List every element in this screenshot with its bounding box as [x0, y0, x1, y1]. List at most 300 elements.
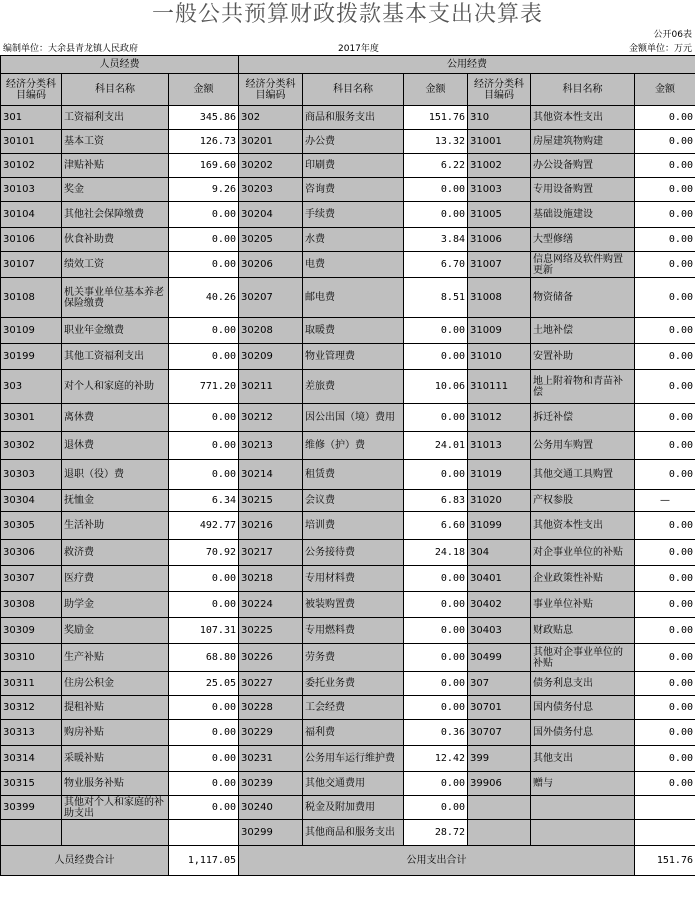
item-name: 专用设备购置 [531, 178, 635, 202]
table-row [1, 540, 695, 566]
table-row [1, 318, 695, 344]
item-amount: 6.83 [404, 490, 468, 512]
item-code: 30205 [239, 228, 303, 252]
item-name: 基础设施建设 [531, 202, 635, 228]
item-amount: 0.00 [169, 252, 239, 278]
item-code: 301 [1, 106, 62, 130]
item-name: 劳务费 [303, 644, 404, 672]
item-amount: 0.00 [635, 746, 695, 772]
item-code: 30315 [1, 772, 62, 796]
item-code: 30305 [1, 512, 62, 540]
item-code: 30207 [239, 278, 303, 318]
item-amount: 0.00 [635, 154, 695, 178]
personnel-total-amount: 1,117.05 [169, 846, 239, 876]
item-code: 30240 [239, 796, 303, 820]
item-name: 赠与 [531, 772, 635, 796]
item-code: 31019 [468, 460, 531, 490]
item-code: 30701 [468, 696, 531, 720]
item-name: 生产补贴 [62, 644, 169, 672]
item-amount: 0.00 [404, 344, 468, 370]
item-amount: 0.00 [404, 318, 468, 344]
item-code: 30216 [239, 512, 303, 540]
item-amount: 126.73 [169, 130, 239, 154]
item-amount: 0.00 [169, 460, 239, 490]
table-row [1, 720, 695, 746]
item-amount: 0.00 [404, 644, 468, 672]
item-name: 债务利息支出 [531, 672, 635, 696]
item-name: 地上附着物和青苗补偿 [531, 370, 635, 404]
table-row [1, 672, 695, 696]
table-row [1, 106, 695, 130]
item-amount: 70.92 [169, 540, 239, 566]
item-name: 其他资本性支出 [531, 106, 635, 130]
item-amount: 0.00 [635, 178, 695, 202]
item-amount: 0.00 [169, 592, 239, 618]
item-name: 住房公积金 [62, 672, 169, 696]
personnel-total-label: 人员经费合计 [1, 846, 169, 876]
item-code: 30214 [239, 460, 303, 490]
item-name: 奖金 [62, 178, 169, 202]
item-name: 伙食补助费 [62, 228, 169, 252]
item-amount: 6.70 [404, 252, 468, 278]
item-code: 30103 [1, 178, 62, 202]
item-amount [635, 820, 695, 846]
item-code: 30299 [239, 820, 303, 846]
table-row [1, 592, 695, 618]
item-code: 30301 [1, 404, 62, 432]
public-total-amount: 151.76 [635, 846, 695, 876]
item-code: 310111 [468, 370, 531, 404]
item-amount: 24.01 [404, 432, 468, 460]
item-amount: 0.00 [635, 202, 695, 228]
item-amount: 0.00 [635, 540, 695, 566]
table-row [1, 154, 695, 178]
item-code: 30304 [1, 490, 62, 512]
item-code: 30218 [239, 566, 303, 592]
item-code: 30215 [239, 490, 303, 512]
item-amount: 345.86 [169, 106, 239, 130]
item-amount: 0.00 [169, 772, 239, 796]
item-name: 水费 [303, 228, 404, 252]
item-name: 办公费 [303, 130, 404, 154]
table-row [1, 202, 695, 228]
table-row [1, 746, 695, 772]
item-amount: 0.00 [404, 404, 468, 432]
item-code: 31003 [468, 178, 531, 202]
col-name: 科目名称 [62, 74, 169, 106]
col-name: 科目名称 [303, 74, 404, 106]
item-name [531, 820, 635, 846]
amount-unit: 金额单位：万元 [628, 44, 692, 54]
item-code: 30402 [468, 592, 531, 618]
item-code: 31012 [468, 404, 531, 432]
item-code: 30109 [1, 318, 62, 344]
item-code: 30231 [239, 746, 303, 772]
item-code: 30309 [1, 618, 62, 644]
table-row [1, 490, 695, 512]
item-amount: 0.00 [635, 404, 695, 432]
item-name: 绩效工资 [62, 252, 169, 278]
table-row [1, 404, 695, 432]
item-amount: 0.00 [169, 202, 239, 228]
item-code: 31008 [468, 278, 531, 318]
item-code: 30313 [1, 720, 62, 746]
item-code: 30101 [1, 130, 62, 154]
item-amount: 0.00 [404, 672, 468, 696]
item-amount: 0.00 [404, 178, 468, 202]
item-amount: 0.00 [169, 432, 239, 460]
item-code: 30228 [239, 696, 303, 720]
item-amount: 0.00 [635, 566, 695, 592]
item-name: 物业服务补贴 [62, 772, 169, 796]
item-name: 专用燃料费 [303, 618, 404, 644]
table-row [1, 178, 695, 202]
col-amount: 金额 [635, 74, 695, 106]
item-code: 30211 [239, 370, 303, 404]
item-name: 房屋建筑物购建 [531, 130, 635, 154]
item-amount: 0.00 [635, 344, 695, 370]
totals-row [1, 846, 695, 876]
item-name: 购房补贴 [62, 720, 169, 746]
item-name: 医疗费 [62, 566, 169, 592]
item-name: 拆迁补偿 [531, 404, 635, 432]
item-amount: 0.00 [635, 512, 695, 540]
item-name: 基本工资 [62, 130, 169, 154]
item-amount: 0.00 [404, 460, 468, 490]
item-code: 30106 [1, 228, 62, 252]
reporting-unit: 编制单位：大余县青龙镇人民政府 [3, 44, 139, 54]
item-name: 办公设备购置 [531, 154, 635, 178]
item-name: 财政贴息 [531, 618, 635, 644]
item-name: 其他对个人和家庭的补助支出 [62, 796, 169, 820]
item-amount: 6.60 [404, 512, 468, 540]
item-name: 安置补助 [531, 344, 635, 370]
expenditure-table [0, 55, 695, 876]
item-name: 公务用车购置 [531, 432, 635, 460]
table-row [1, 130, 695, 154]
item-name: 其他社会保障缴费 [62, 202, 169, 228]
table-row [1, 696, 695, 720]
item-amount: 25.05 [169, 672, 239, 696]
item-amount: 6.22 [404, 154, 468, 178]
item-name: 其他支出 [531, 746, 635, 772]
item-code: 30499 [468, 644, 531, 672]
item-amount: 0.00 [404, 796, 468, 820]
item-amount: 9.26 [169, 178, 239, 202]
item-name: 手续费 [303, 202, 404, 228]
item-code [1, 820, 62, 846]
item-code: 30310 [1, 644, 62, 672]
item-name: 公务接待费 [303, 540, 404, 566]
item-amount: 492.77 [169, 512, 239, 540]
item-amount: 68.80 [169, 644, 239, 672]
table-row [1, 460, 695, 490]
item-name: 信息网络及软件购置更新 [531, 252, 635, 278]
item-code: 30217 [239, 540, 303, 566]
item-amount: 0.00 [169, 796, 239, 820]
item-name: 大型修缮 [531, 228, 635, 252]
item-name: 会议费 [303, 490, 404, 512]
item-amount: 0.00 [635, 106, 695, 130]
table-row [1, 772, 695, 796]
table-row [1, 644, 695, 672]
item-amount: 0.00 [169, 696, 239, 720]
item-name: 救济费 [62, 540, 169, 566]
item-amount: 28.72 [404, 820, 468, 846]
item-name: 职业年金缴费 [62, 318, 169, 344]
item-name: 专用材料费 [303, 566, 404, 592]
col-amount: 金额 [404, 74, 468, 106]
item-code: 30403 [468, 618, 531, 644]
item-amount: 0.00 [404, 592, 468, 618]
item-amount: 0.00 [169, 228, 239, 252]
item-amount: — [635, 490, 695, 512]
item-name: 租赁费 [303, 460, 404, 490]
item-amount: 0.00 [635, 618, 695, 644]
col-code: 经济分类科目编码 [1, 74, 62, 106]
item-code: 39906 [468, 772, 531, 796]
item-amount: 0.00 [404, 202, 468, 228]
item-code: 30401 [468, 566, 531, 592]
item-amount: 0.36 [404, 720, 468, 746]
item-amount: 0.00 [635, 432, 695, 460]
item-amount: 40.26 [169, 278, 239, 318]
table-row [1, 252, 695, 278]
item-amount: 0.00 [635, 772, 695, 796]
col-code: 经济分类科目编码 [239, 74, 303, 106]
item-amount: 0.00 [169, 404, 239, 432]
item-code: 30399 [1, 796, 62, 820]
item-name: 物业管理费 [303, 344, 404, 370]
item-code: 302 [239, 106, 303, 130]
item-amount: 24.18 [404, 540, 468, 566]
item-name: 印刷费 [303, 154, 404, 178]
item-amount: 0.00 [169, 344, 239, 370]
item-name: 产权参股 [531, 490, 635, 512]
item-name: 生活补助 [62, 512, 169, 540]
item-amount: 151.76 [404, 106, 468, 130]
item-name: 商品和服务支出 [303, 106, 404, 130]
col-code: 经济分类科目编码 [468, 74, 531, 106]
item-amount: 0.00 [169, 720, 239, 746]
item-name: 维修（护）费 [303, 432, 404, 460]
item-code: 30212 [239, 404, 303, 432]
table-row [1, 432, 695, 460]
item-name: 咨询费 [303, 178, 404, 202]
section-personnel: 人员经费 [1, 56, 239, 74]
item-amount: 0.00 [635, 252, 695, 278]
item-name: 物资储备 [531, 278, 635, 318]
item-amount: 3.84 [404, 228, 468, 252]
item-code: 31002 [468, 154, 531, 178]
item-code: 31005 [468, 202, 531, 228]
table-row [1, 796, 695, 820]
item-name: 退休费 [62, 432, 169, 460]
item-amount: 107.31 [169, 618, 239, 644]
item-code [468, 796, 531, 820]
item-code: 30203 [239, 178, 303, 202]
item-name: 公务用车运行维护费 [303, 746, 404, 772]
item-name: 国外债务付息 [531, 720, 635, 746]
item-code: 31007 [468, 252, 531, 278]
table-row [1, 278, 695, 318]
item-code: 30208 [239, 318, 303, 344]
item-name: 土地补偿 [531, 318, 635, 344]
item-amount: 0.00 [635, 696, 695, 720]
item-code: 30104 [1, 202, 62, 228]
item-code: 30707 [468, 720, 531, 746]
item-code: 30308 [1, 592, 62, 618]
item-code: 30226 [239, 644, 303, 672]
item-name: 被装购置费 [303, 592, 404, 618]
item-name [531, 796, 635, 820]
item-code: 31099 [468, 512, 531, 540]
item-code: 304 [468, 540, 531, 566]
item-code: 30224 [239, 592, 303, 618]
item-amount: 0.00 [635, 278, 695, 318]
col-name: 科目名称 [531, 74, 635, 106]
item-name: 其他交通工具购置 [531, 460, 635, 490]
item-amount: 8.51 [404, 278, 468, 318]
item-amount: 169.60 [169, 154, 239, 178]
item-name: 机关事业单位基本养老保险缴费 [62, 278, 169, 318]
item-code: 30303 [1, 460, 62, 490]
item-name: 对企事业单位的补贴 [531, 540, 635, 566]
item-amount: 0.00 [404, 696, 468, 720]
item-name: 其他对企事业单位的补贴 [531, 644, 635, 672]
item-amount: 10.06 [404, 370, 468, 404]
item-name: 因公出国（境）费用 [303, 404, 404, 432]
item-name: 电费 [303, 252, 404, 278]
table-row [1, 820, 695, 846]
item-name [62, 820, 169, 846]
item-name: 提租补贴 [62, 696, 169, 720]
item-code: 30306 [1, 540, 62, 566]
item-code: 30108 [1, 278, 62, 318]
report-year: 2017年度 [338, 44, 379, 54]
item-amount: 0.00 [404, 772, 468, 796]
item-name: 邮电费 [303, 278, 404, 318]
item-code: 30204 [239, 202, 303, 228]
item-code: 303 [1, 370, 62, 404]
item-amount: 0.00 [635, 130, 695, 154]
report-title: 一般公共预算财政拨款基本支出决算表 [151, 2, 543, 27]
item-code: 307 [468, 672, 531, 696]
item-code: 30225 [239, 618, 303, 644]
item-amount: 12.42 [404, 746, 468, 772]
item-code: 30314 [1, 746, 62, 772]
item-amount: 6.34 [169, 490, 239, 512]
item-name: 取暖费 [303, 318, 404, 344]
item-code: 30311 [1, 672, 62, 696]
item-code: 30206 [239, 252, 303, 278]
item-amount: 0.00 [169, 318, 239, 344]
item-code: 399 [468, 746, 531, 772]
item-amount: 13.32 [404, 130, 468, 154]
item-code: 30107 [1, 252, 62, 278]
public-total-label: 公用支出合计 [239, 846, 635, 876]
item-name: 其他商品和服务支出 [303, 820, 404, 846]
item-name: 税金及附加费用 [303, 796, 404, 820]
item-code: 31001 [468, 130, 531, 154]
item-name: 事业单位补贴 [531, 592, 635, 618]
item-name: 国内债务付息 [531, 696, 635, 720]
item-code: 30199 [1, 344, 62, 370]
table-row [1, 344, 695, 370]
item-name: 工资福利支出 [62, 106, 169, 130]
item-code: 30201 [239, 130, 303, 154]
section-public: 公用经费 [239, 56, 695, 74]
item-name: 福利费 [303, 720, 404, 746]
item-amount: 0.00 [635, 370, 695, 404]
table-row [1, 370, 695, 404]
item-code: 30239 [239, 772, 303, 796]
table-row [1, 618, 695, 644]
item-name: 助学金 [62, 592, 169, 618]
item-name: 委托业务费 [303, 672, 404, 696]
item-name: 抚恤金 [62, 490, 169, 512]
item-amount: 0.00 [635, 644, 695, 672]
item-code: 30209 [239, 344, 303, 370]
item-amount: 0.00 [169, 566, 239, 592]
item-code: 30102 [1, 154, 62, 178]
item-code: 30202 [239, 154, 303, 178]
item-amount: 0.00 [635, 592, 695, 618]
item-code: 31010 [468, 344, 531, 370]
item-amount: 0.00 [404, 618, 468, 644]
item-code: 30312 [1, 696, 62, 720]
item-amount: 0.00 [404, 566, 468, 592]
item-name: 退职（役）费 [62, 460, 169, 490]
item-name: 培训费 [303, 512, 404, 540]
form-code: 公开06表 [653, 30, 692, 40]
col-amount: 金额 [169, 74, 239, 106]
item-code: 30213 [239, 432, 303, 460]
item-amount [635, 796, 695, 820]
item-name: 其他资本性支出 [531, 512, 635, 540]
item-name: 奖励金 [62, 618, 169, 644]
item-code: 31006 [468, 228, 531, 252]
item-amount [169, 820, 239, 846]
table-row [1, 512, 695, 540]
item-name: 津贴补贴 [62, 154, 169, 178]
item-name: 其他交通费用 [303, 772, 404, 796]
item-name: 差旅费 [303, 370, 404, 404]
table-row [1, 566, 695, 592]
table-row [1, 228, 695, 252]
item-code: 31009 [468, 318, 531, 344]
item-code: 30227 [239, 672, 303, 696]
item-name: 其他工资福利支出 [62, 344, 169, 370]
item-amount: 0.00 [635, 460, 695, 490]
item-code: 30229 [239, 720, 303, 746]
item-name: 离休费 [62, 404, 169, 432]
item-name: 采暖补贴 [62, 746, 169, 772]
item-code: 30302 [1, 432, 62, 460]
item-name: 工会经费 [303, 696, 404, 720]
item-name: 企业政策性补贴 [531, 566, 635, 592]
item-code [468, 820, 531, 846]
item-amount: 0.00 [635, 720, 695, 746]
item-amount: 0.00 [635, 228, 695, 252]
item-amount: 0.00 [169, 746, 239, 772]
item-code: 30307 [1, 566, 62, 592]
item-amount: 0.00 [635, 672, 695, 696]
item-name: 对个人和家庭的补助 [62, 370, 169, 404]
item-code: 31013 [468, 432, 531, 460]
item-code: 31020 [468, 490, 531, 512]
item-amount: 0.00 [635, 318, 695, 344]
